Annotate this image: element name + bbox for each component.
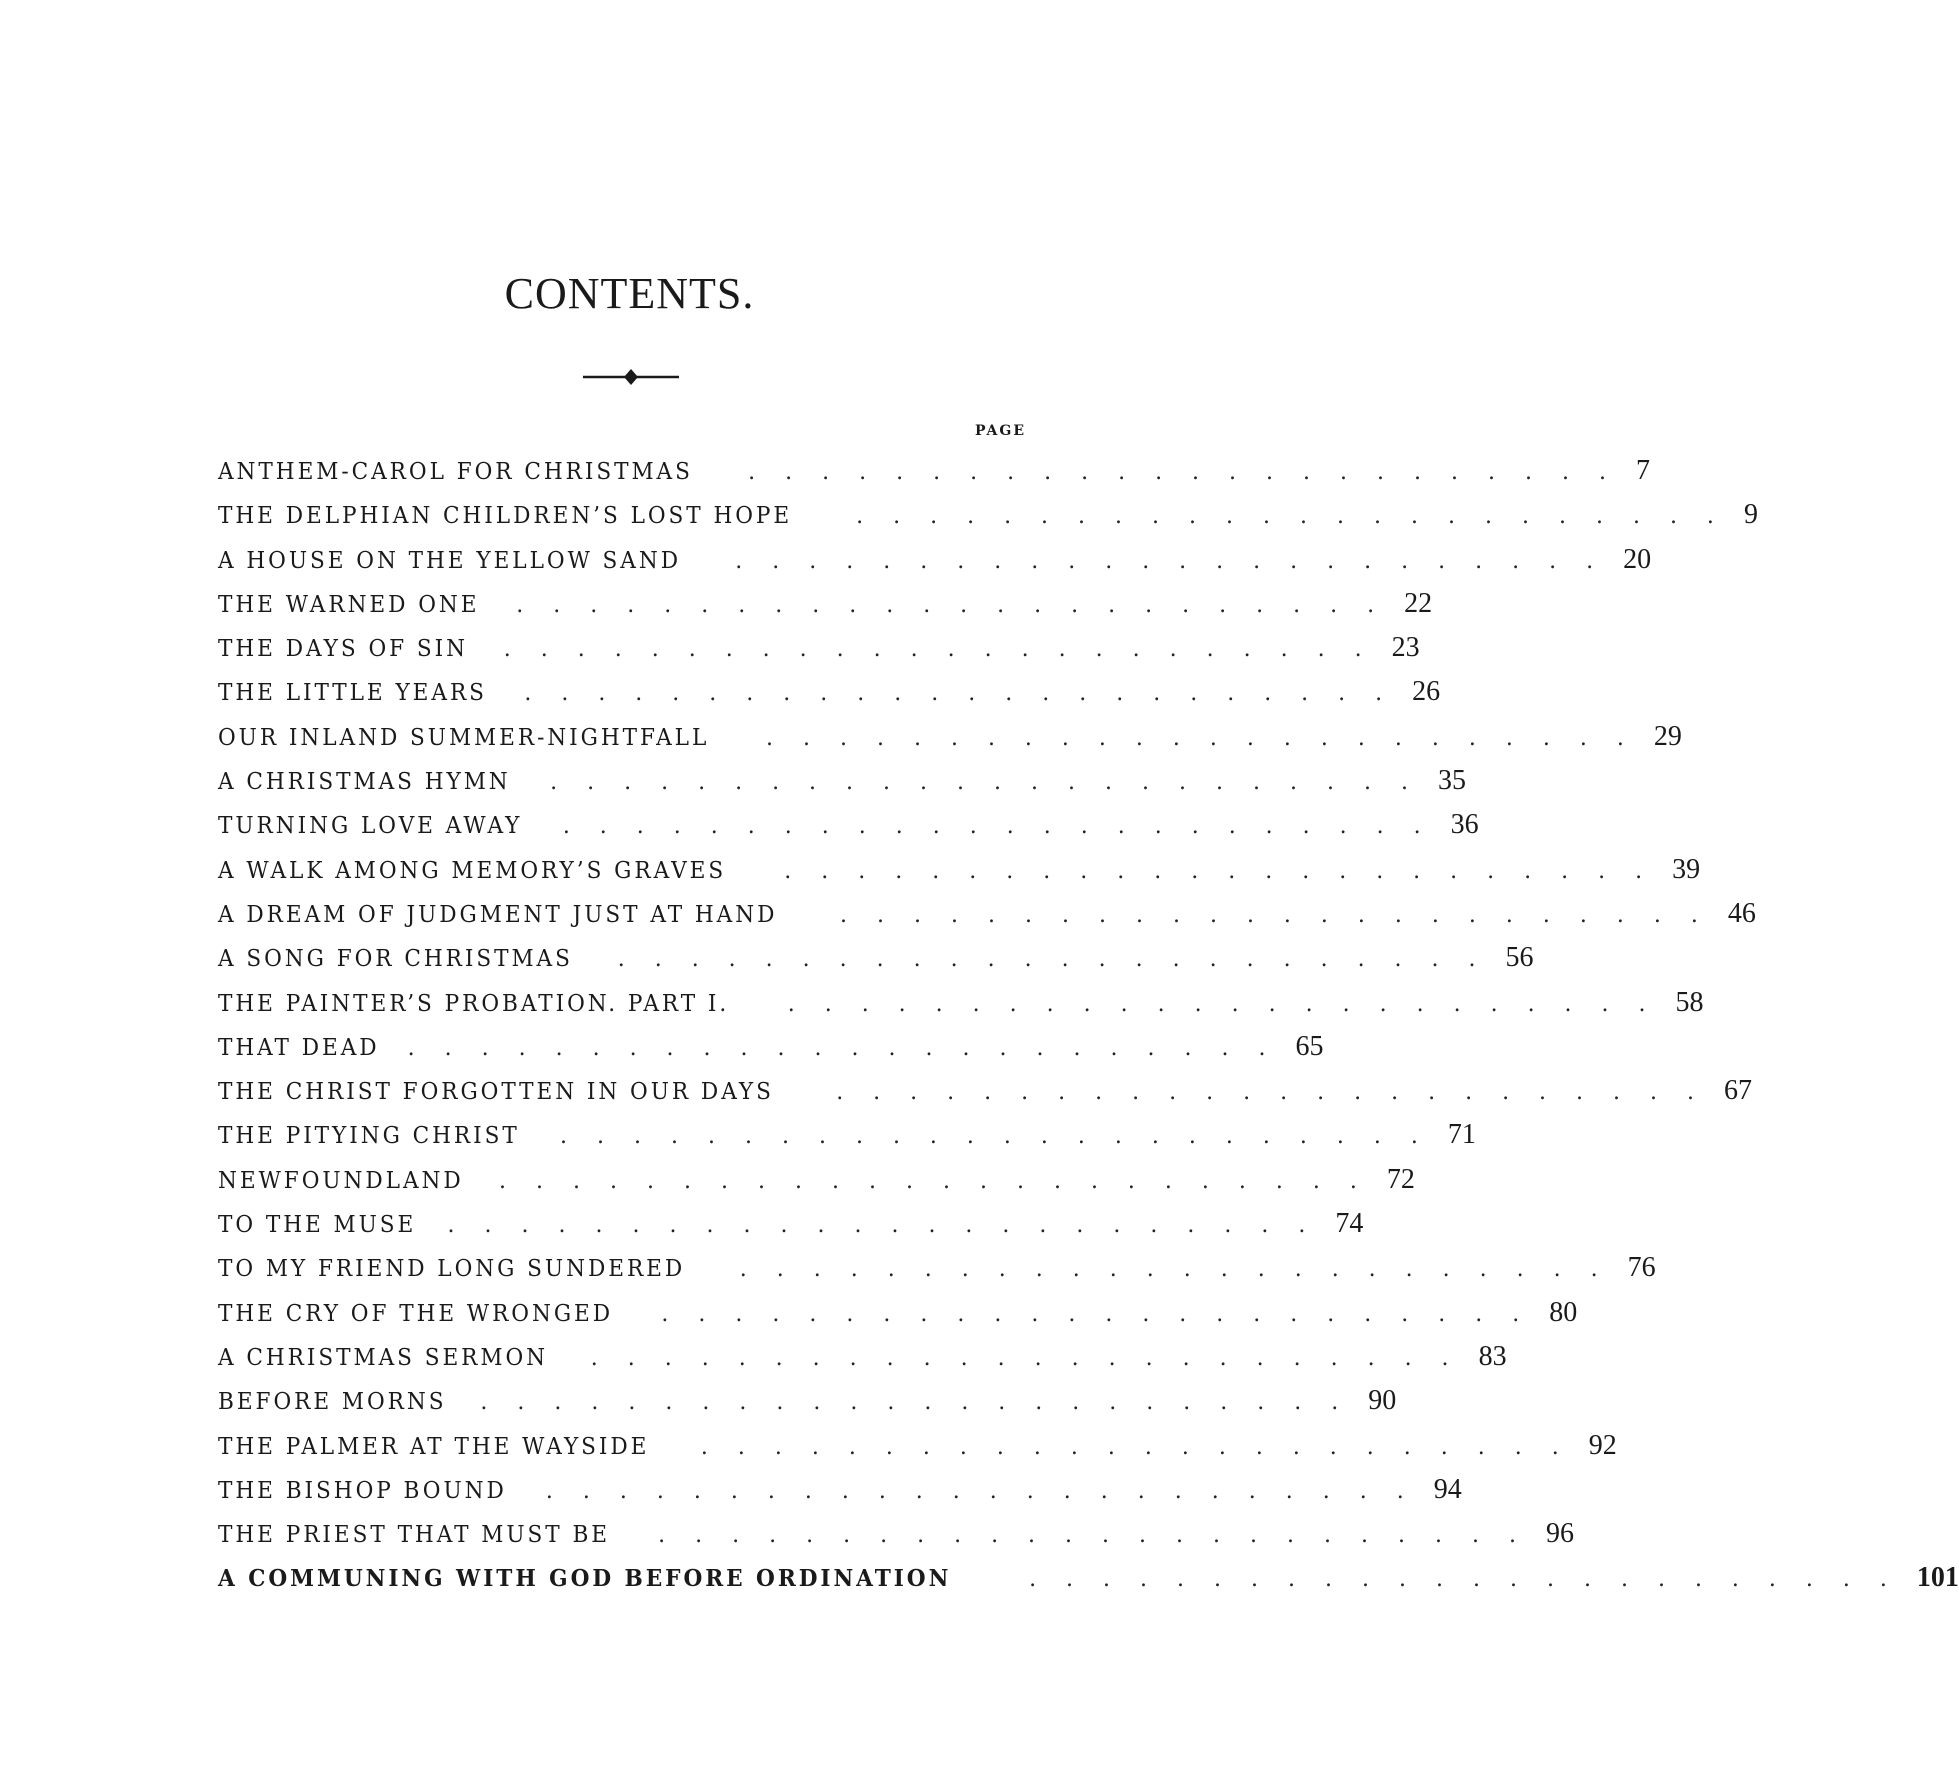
toc-entry-title: A SONG FOR CHRISTMAS xyxy=(218,944,573,973)
toc-entry-title: THE PALMER AT THE WAYSIDE xyxy=(218,1431,650,1460)
page-title: CONTENTS. xyxy=(504,269,755,318)
dot-leader: ........................ xyxy=(739,1257,1628,1283)
toc-entry xyxy=(218,715,1682,759)
toc-entry-title: A WALK AMONG MEMORY’S GRAVES xyxy=(218,855,727,884)
dot-leader: ........................ xyxy=(1029,1567,1917,1593)
toc-entry xyxy=(218,1291,1578,1335)
toc-entry-page-number: 56 xyxy=(1505,942,1534,974)
toc-entry-title: THE PAINTER’S PROBATION. PART I. xyxy=(218,988,730,1017)
toc-entry-page-number: 72 xyxy=(1386,1163,1415,1195)
toc-entry-title: TO MY FRIEND LONG SUNDERED xyxy=(218,1254,686,1283)
toc-entry-page-number: 26 xyxy=(1412,676,1441,708)
toc-entry-page-number: 67 xyxy=(1724,1075,1753,1107)
toc-entry-page-number: 35 xyxy=(1437,765,1466,797)
toc-entry-title: THE PITYING CHRIST xyxy=(218,1121,520,1150)
dot-leader: ........................ xyxy=(524,681,1413,707)
toc-entry-title: THE WARNED ONE xyxy=(218,589,480,618)
toc-entry-page-number: 80 xyxy=(1549,1296,1578,1328)
dot-leader: ........................ xyxy=(499,1168,1387,1194)
toc-entry xyxy=(218,803,1479,847)
toc-entry xyxy=(218,1202,1364,1246)
toc-entry-page-number: 90 xyxy=(1368,1385,1397,1417)
toc-entry xyxy=(218,1113,1476,1157)
dot-leader: ........................ xyxy=(516,592,1405,618)
toc-entry xyxy=(218,1246,1656,1290)
dot-leader: ........................ xyxy=(840,902,1728,928)
toc-entry-title: A CHRISTMAS HYMN xyxy=(218,767,511,796)
toc-entry xyxy=(218,1424,1617,1468)
toc-entry xyxy=(218,538,1652,582)
toc-entry xyxy=(218,1069,1753,1113)
toc-entry-page-number: 65 xyxy=(1295,1030,1324,1062)
toc-entry-page-number: 23 xyxy=(1391,632,1420,664)
toc-entry-title: A HOUSE ON THE YELLOW SAND xyxy=(218,545,682,574)
toc-entry xyxy=(218,626,1420,670)
dot-leader: ........................ xyxy=(560,1124,1448,1150)
toc-entry-page-number: 29 xyxy=(1653,720,1682,752)
toc-entry-title: A CHRISTMAS SERMON xyxy=(218,1342,549,1371)
dot-leader: ........................ xyxy=(590,1345,1479,1371)
dot-leader: ........................ xyxy=(784,858,1673,884)
dot-leader: ........................ xyxy=(550,770,1438,796)
toc-entry xyxy=(218,1025,1324,1069)
toc-entry-page-number: 83 xyxy=(1478,1340,1507,1372)
rule-diamond-ornament-icon xyxy=(583,364,679,390)
toc-entry-page-number: 94 xyxy=(1433,1473,1462,1505)
dot-leader: ........................ xyxy=(748,460,1636,485)
toc-entry-page-number: 9 xyxy=(1743,499,1758,531)
toc-entry xyxy=(218,582,1433,626)
dot-leader: ........................ xyxy=(735,548,1624,574)
toc-entry xyxy=(218,892,1756,936)
toc-entry-page-number: 46 xyxy=(1727,897,1756,929)
dot-leader: ........................ xyxy=(787,991,1676,1017)
toc-entry-title: THE LITTLE YEARS xyxy=(218,678,487,707)
dot-leader: ........................ xyxy=(700,1434,1589,1460)
toc-entry-title: THE PRIEST THAT MUST BE xyxy=(218,1520,611,1549)
toc-entry-title: THE BISHOP BOUND xyxy=(218,1475,507,1504)
toc-entry-title: THE DELPHIAN CHILDREN’S LOST HOPE xyxy=(218,501,793,530)
dot-leader: ........................ xyxy=(447,1213,1336,1239)
toc-entry xyxy=(218,1158,1415,1202)
toc-entry xyxy=(218,759,1466,803)
toc-entry-page-number: 39 xyxy=(1672,853,1701,885)
toc-entry-page-number: 20 xyxy=(1623,543,1652,575)
toc-entry xyxy=(218,981,1704,1025)
toc-entry-page-number: 7 xyxy=(1635,455,1650,486)
toc-entry xyxy=(218,493,1758,537)
toc-entry-title: ANTHEM-CAROL FOR CHRISTMAS xyxy=(218,457,693,485)
dot-leader: ........................ xyxy=(545,1478,1434,1504)
toc-entry-title: A COMMUNING WITH GOD BEFORE ORDINATION xyxy=(218,1564,952,1593)
dot-leader: ........................ xyxy=(661,1301,1550,1327)
toc-entry-title: A DREAM OF JUDGMENT JUST AT HAND xyxy=(218,899,778,928)
toc-entry xyxy=(218,670,1441,714)
toc-entry-page-number: 92 xyxy=(1588,1429,1617,1461)
toc-entry-page-number: 58 xyxy=(1675,986,1704,1018)
toc-entry-title: TURNING LOVE AWAY xyxy=(218,811,523,840)
dot-leader: ........................ xyxy=(836,1080,1725,1106)
toc-entry xyxy=(218,449,1650,493)
toc-entry xyxy=(218,1556,1959,1600)
dot-leader: ........................ xyxy=(617,947,1506,973)
dot-leader: ........................ xyxy=(407,1035,1296,1061)
toc-entry-page-number: 96 xyxy=(1545,1518,1574,1550)
toc-entry-title: THE CRY OF THE WRONGED xyxy=(218,1298,614,1327)
toc-entry-title: OUR INLAND SUMMER-NIGHTFALL xyxy=(218,722,710,751)
toc-entry xyxy=(218,936,1534,980)
dot-leader: ........................ xyxy=(503,637,1392,663)
dot-leader: ........................ xyxy=(658,1523,1546,1549)
dot-leader: ........................ xyxy=(765,725,1654,751)
toc-entry-title: THE DAYS OF SIN xyxy=(218,634,468,663)
toc-entry-page-number: 101 xyxy=(1916,1562,1959,1594)
toc-entry xyxy=(218,1512,1574,1556)
dot-leader: ........................ xyxy=(480,1390,1369,1416)
toc-entry xyxy=(218,1379,1397,1423)
dot-leader: ........................ xyxy=(856,504,1744,530)
toc-entry-page-number: 74 xyxy=(1335,1208,1364,1240)
toc-entry-title: TO THE MUSE xyxy=(218,1210,417,1239)
toc-entry-page-number: 22 xyxy=(1404,587,1433,619)
toc-entry-page-number: 76 xyxy=(1627,1252,1656,1284)
toc-entry xyxy=(218,848,1701,892)
toc-entry-title: NEWFOUNDLAND xyxy=(218,1165,464,1194)
toc-entry xyxy=(218,1335,1507,1379)
toc-entry-title: THE CHRIST FORGOTTEN IN OUR DAYS xyxy=(218,1077,774,1106)
toc-entry-page-number: 71 xyxy=(1447,1119,1476,1151)
toc-entry-title: THAT DEAD xyxy=(218,1032,380,1061)
toc-entry xyxy=(218,1468,1462,1512)
table-of-contents xyxy=(218,449,1959,1601)
toc-entry-page-number: 36 xyxy=(1450,809,1479,841)
dot-leader: ........................ xyxy=(562,814,1451,840)
page-column-label: PAGE xyxy=(975,423,1026,439)
toc-entry-title: BEFORE MORNS xyxy=(218,1387,447,1416)
